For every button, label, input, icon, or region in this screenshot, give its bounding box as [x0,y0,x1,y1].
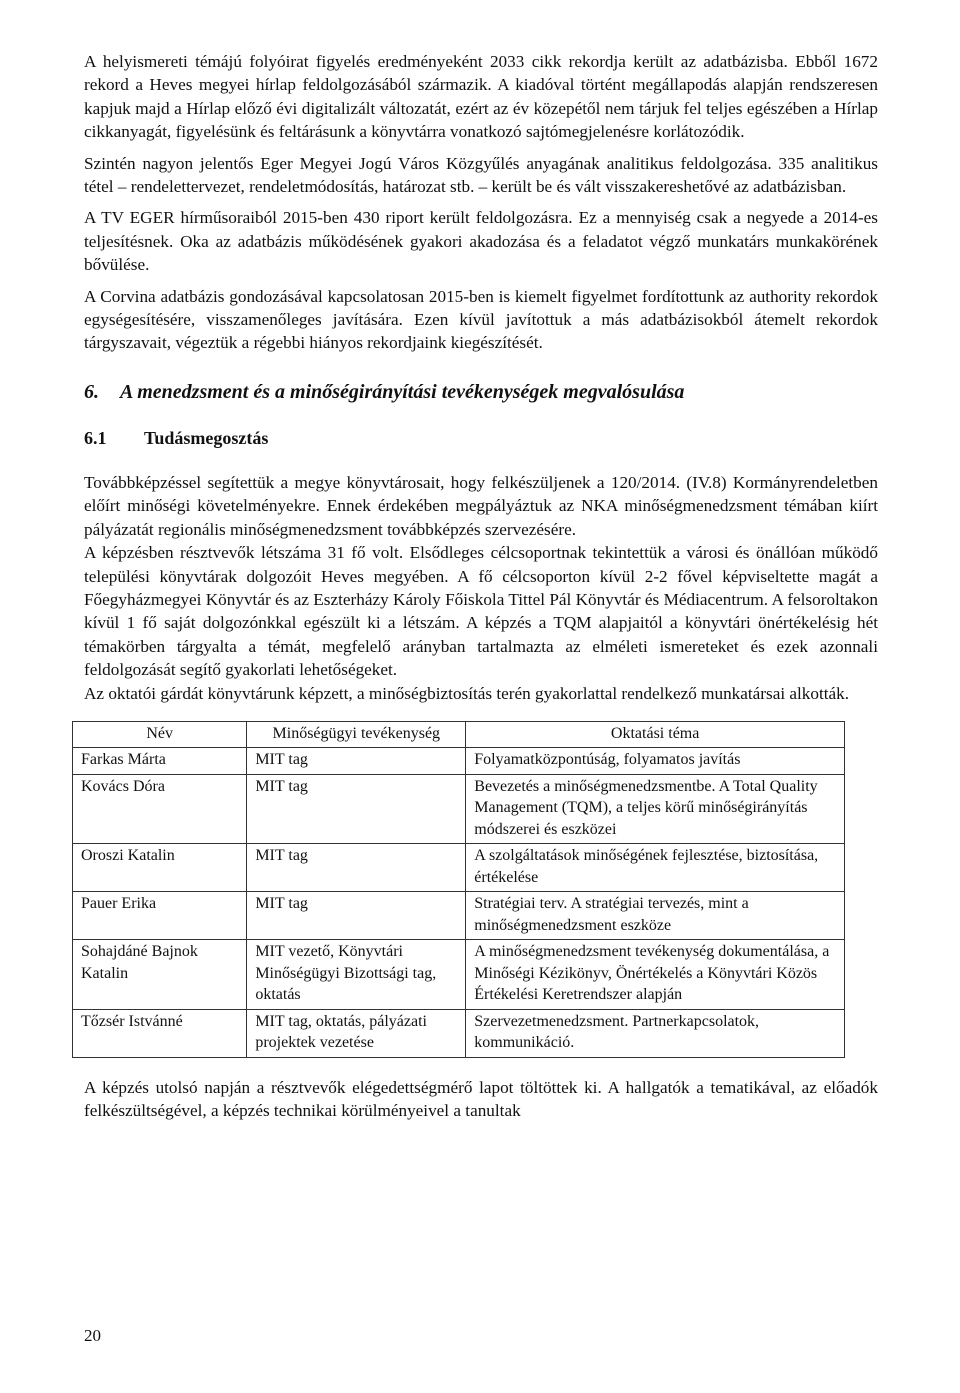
document-page [81,50,878,1131]
table-row [73,844,845,892]
paragraph-tv-eger: A TV EGER hírműsoraiból 2015-ben 430 riport került feldolgozásra. Ez a mennyiség csak a negyede a 2014-es teljesítésnek. Oka az adatbázis működésének gyakori akadozása és a feladatot végző munkatárs munkakörének bővülése. [84,208,878,275]
cell-topic: Szervezetmenedzsment. Partnerkapcsolatok, kommunikáció. [466,1009,845,1057]
section-number: 6. [84,380,99,403]
table-row [73,774,845,844]
cell-topic: A minőségmenedzsment tevékenység dokumentálása, a Minőségi Kézikönyv, Önértékelés a Könyvtári Közös Értékelési Keretrendszer alapján [466,940,845,1010]
subsection-heading [84,428,878,449]
cell-role: MIT tag [247,844,466,892]
cell-topic: A szolgáltatások minőségének fejlesztése, biztosítása, értékelése [466,844,845,892]
cell-name: Oroszi Katalin [73,844,247,892]
header-tevekenyseg: Minőségügyi tevékenység [247,721,466,748]
cell-name: Pauer Erika [73,892,247,940]
cell-name: Tőzsér Istvánné [73,1009,247,1057]
cell-name: Sohajdáné Bajnok Katalin [73,940,247,1010]
cell-role: MIT tag [247,892,466,940]
section-title: A menedzsment és a minőségirányítási tevékenységek megvalósulása [120,380,685,403]
paragraph-elegedettseg: A képzés utolsó napján a résztvevők elégedettségmérő lapot töltöttek ki. A hallgatók a tematikával, az előadók felkészültségével, a képzés technikai körülményeivel a tanultak [84,1077,878,1121]
cell-role: MIT tag [247,774,466,844]
subsection-title: Tudásmegosztás [144,427,269,448]
paragraph-oktatok: Az oktatói gárdát könyvtárunk képzett, a minőségbiztosítás terén gyakorlattal rendelkező munkatársai alkották. [84,683,850,703]
paragraph-kozgyules: Szintén nagyon jelentős Eger Megyei Jogú Város Közgyűlés anyagának analitikus feldolgozása. 335 analitikus tétel – rendelettervezet, rendeletmódosítás, határozat stb. – került be és vált visszakereshetővé az adatbázisban. [84,153,878,197]
cell-name: Kovács Dóra [73,774,247,844]
paragraph-tovabbkepzes: Továbbképzéssel segítettük a megye könyvtárosait, hogy felkészüljenek a 120/2014. (IV.8) Kormányrendeletben előírt minőségi követelményekre. Ennek érdekében megpályáztuk az NKA minőségmenedzsment témában kiírt pályázatát regionális minőségmenedzsment továbbképzés szervezésére. [84,472,878,539]
table-row [73,748,845,775]
table-header-row [73,721,845,748]
paragraph-folyoirat: A helyismereti témájú folyóirat figyelés eredményeként 2033 cikk rekordja került az adatbázisba. Ebből 1672 rekord a Heves megyei hírlap feldolgozásából származik. A kiadóval történt megállapodás alapján rendszeresen kapjuk majd a Hírlap előző évi digitalizált változatát, ezért az év közepétől nem tárjuk fel teljes egészében a Hírlap cikkanyagát, figyelésünk és feltárásunk a könyvtárra vonatkozó sajtómegjelenésre korlátozódik. [84,52,878,142]
table-row [73,892,845,940]
header-tema: Oktatási téma [466,721,845,748]
header-nev: Név [73,721,247,748]
section-heading [84,381,878,404]
cell-topic: Stratégiai terv. A stratégiai tervezés, mint a minőségmenedzsment eszköze [466,892,845,940]
cell-role: MIT tag, oktatás, pályázati projektek vezetése [247,1009,466,1057]
cell-topic: Bevezetés a minőségmenedzsmentbe. A Total Quality Management (TQM), a teljes körű minőségirányítás módszerei és eszközei [466,774,845,844]
table-row [73,940,845,1010]
paragraph-corvina: A Corvina adatbázis gondozásával kapcsolatosan 2015-ben is kiemelt figyelmet fordítottunk az authority rekordok egységesítésére, visszamenőleges javítására. Ezen kívül javítottuk a más adatbázisokból átemelt rekordok tárgyszavait, végeztük a régebbi hiányos rekordjaink kiegészítését. [84,286,878,353]
cell-role: MIT vezető, Könyvtári Minőségügyi Bizottsági tag, oktatás [247,940,466,1010]
cell-topic: Folyamatközpontúság, folyamatos javítás [466,748,845,775]
table-row [73,1009,845,1057]
cell-name: Farkas Márta [73,748,247,775]
cell-role: MIT tag [247,748,466,775]
page-number: 20 [84,1326,101,1345]
trainers-table [72,721,845,1058]
subsection-number: 6.1 [84,427,107,448]
paragraph-resztvevok: A képzésben résztvevők létszáma 31 fő volt. Elsődleges célcsoportnak tekintettük a városi és önállóan működő települési könyvtárak dolgozóit Heves megyében. A fő célcsoporton kívül 2-2 fővel képviseltette magát a Főegyházmegyei Könyvtár és az Eszterházy Károly Főiskola Tittel Pál Könyvtár és Médiacentrum. A felsoroltakon kívül 1 fő saját dolgozónkkal egészült ki a létszám. A képzés a TQM alapjaitól a könyvtári önértékelésig hét témakörben tárgyalta a témát, megfelelő arányban tartalmazta az elméleti ismereteket és ezek azonnali feldolgozását segítő gyakorlati lehetőségeket. [84,543,878,680]
